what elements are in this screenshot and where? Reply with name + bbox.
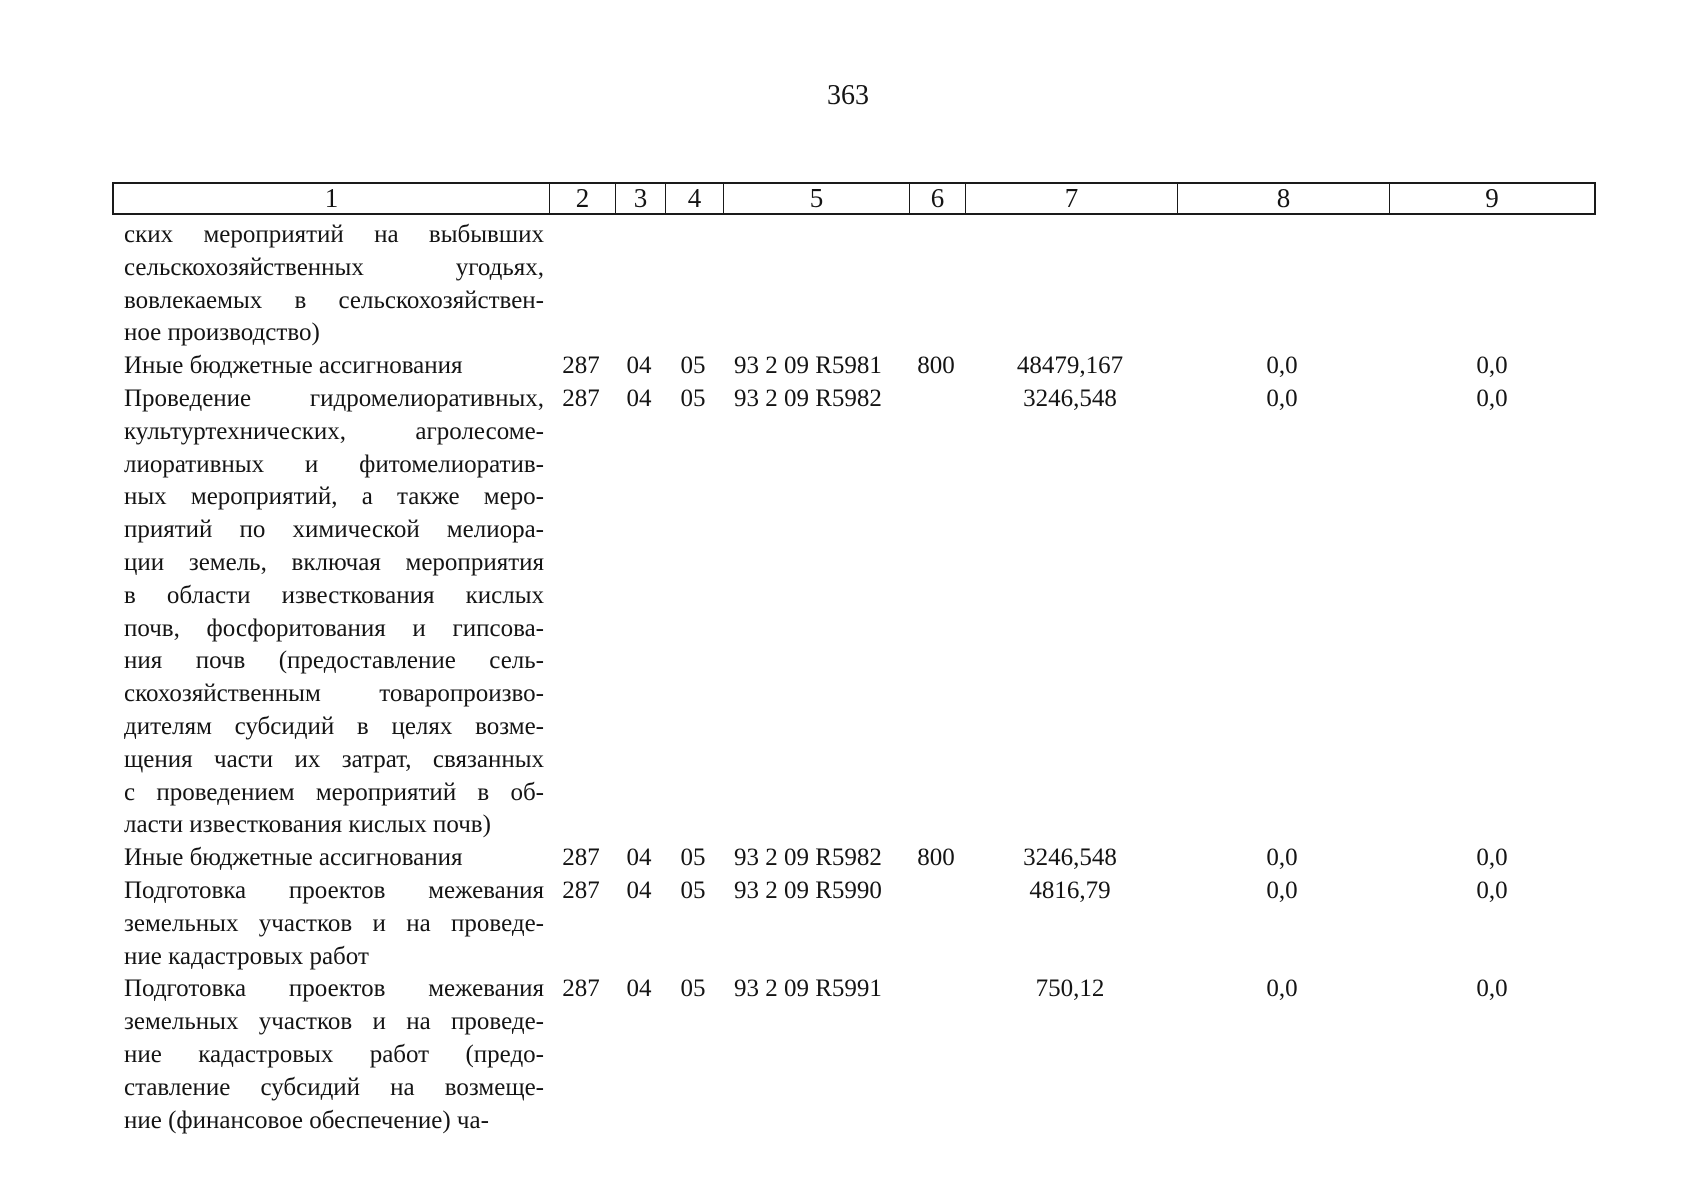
ministry-code: 287	[562, 975, 600, 1003]
header-col-4: 4	[666, 184, 724, 213]
description-line: приятий по химической мелиора-	[124, 516, 544, 544]
header-col-2: 2	[550, 184, 616, 213]
description-line: ние (финансовое обеспечение) ча-	[124, 1106, 489, 1134]
description-line: ное производство)	[124, 319, 320, 347]
table-row	[112, 973, 1596, 1137]
table-row	[112, 350, 1596, 383]
description-line: вовлекаемых в сельскохозяйствен-	[124, 286, 544, 314]
amount-col-9: 0,0	[1476, 384, 1508, 412]
subsection-code: 05	[680, 844, 706, 872]
amount-col-8: 0,0	[1266, 876, 1298, 904]
target-article-code: 93 2 09 R5990	[734, 876, 882, 904]
row-description	[112, 219, 548, 350]
row-description	[112, 842, 548, 875]
description-line: ласти известкования кислых почв)	[124, 811, 491, 839]
target-article-code: 93 2 09 R5991	[734, 975, 882, 1003]
header-col-5: 5	[724, 184, 910, 213]
header-col-1: 1	[114, 184, 550, 213]
table-row	[112, 875, 1596, 973]
description-line: ставление субсидий на возмеще-	[124, 1073, 544, 1101]
amount-col-7: 48479,167	[1016, 352, 1124, 380]
row-description	[112, 973, 548, 1137]
amount-col-8: 0,0	[1266, 844, 1298, 872]
description-line: дителям субсидий в целях возме-	[124, 712, 544, 740]
section-code: 04	[626, 384, 652, 412]
amount-col-9: 0,0	[1476, 975, 1508, 1003]
expense-type-code: 800	[917, 352, 955, 380]
row-description	[112, 875, 548, 973]
description-line: земельных участков и на проведе-	[124, 1008, 544, 1036]
description-line: ских мероприятий на выбывших	[124, 221, 544, 248]
description-line: ние кадастровых работ (предо-	[124, 1040, 544, 1068]
amount-col-8: 0,0	[1266, 975, 1298, 1003]
subsection-code: 05	[680, 384, 706, 412]
table-body	[112, 219, 1596, 1137]
description-line: почв, фосфоритования и гипсова-	[124, 614, 544, 642]
subsection-code: 05	[680, 975, 706, 1003]
amount-col-7: 4816,79	[1029, 876, 1111, 904]
expense-type-code: 800	[917, 844, 955, 872]
description-line: Иные бюджетные ассигнования	[124, 844, 463, 872]
description-line: в области известкования кислых	[124, 581, 544, 609]
table-header	[112, 182, 1596, 215]
amount-col-7: 750,12	[1035, 975, 1105, 1003]
section-code: 04	[626, 844, 652, 872]
header-col-9: 9	[1485, 183, 1499, 213]
amount-col-7: 3246,548	[1023, 844, 1117, 872]
ministry-code: 287	[562, 384, 600, 412]
subsection-code: 05	[680, 352, 706, 380]
header-col-6: 6	[910, 184, 966, 213]
section-code: 04	[626, 876, 652, 904]
description-line: Подготовка проектов межевания	[124, 975, 544, 1003]
description-line: ния почв (предоставление сель-	[124, 647, 544, 675]
description-line: Подготовка проектов межевания	[124, 876, 544, 904]
header-col-3: 3	[616, 184, 666, 213]
amount-col-9: 0,0	[1476, 876, 1508, 904]
description-line: сельскохозяйственных угодьях,	[124, 253, 544, 281]
amount-col-8: 0,0	[1266, 352, 1298, 380]
table-row	[112, 219, 1596, 350]
description-line: земельных участков и на проведе-	[124, 909, 544, 937]
row-description	[112, 383, 548, 842]
amount-col-8: 0,0	[1266, 384, 1298, 412]
description-line: Иные бюджетные ассигнования	[124, 352, 463, 380]
amount-col-9: 0,0	[1476, 844, 1508, 872]
description-line: скохозяйственным товаропроизво-	[124, 680, 544, 708]
table-row	[112, 383, 1596, 842]
amount-col-9: 0,0	[1476, 352, 1508, 380]
header-col-7: 7	[966, 184, 1178, 213]
table-row	[112, 842, 1596, 875]
target-article-code: 93 2 09 R5982	[734, 384, 882, 412]
section-code: 04	[626, 352, 652, 380]
description-line: с проведением мероприятий в об-	[124, 778, 544, 806]
target-article-code: 93 2 09 R5982	[734, 844, 882, 872]
description-line: ние кадастровых работ	[124, 942, 369, 970]
description-line: щения части их затрат, связанных	[124, 745, 544, 773]
description-line: ции земель, включая мероприятия	[124, 548, 544, 576]
description-line: Проведение гидромелиоративных,	[124, 384, 544, 412]
description-line: культуртехнических, агролесоме-	[124, 417, 544, 445]
subsection-code: 05	[680, 876, 706, 904]
ministry-code: 287	[562, 844, 600, 872]
page-number: 363	[827, 80, 869, 111]
section-code: 04	[626, 975, 652, 1003]
ministry-code: 287	[562, 876, 600, 904]
description-line: лиоративных и фитомелиоратив-	[124, 450, 544, 478]
description-line: ных мероприятий, а также меро-	[124, 483, 544, 511]
ministry-code: 287	[562, 352, 600, 380]
target-article-code: 93 2 09 R5981	[734, 352, 882, 380]
amount-col-7: 3246,548	[1023, 384, 1117, 412]
row-description	[112, 350, 548, 383]
header-col-8: 8	[1178, 184, 1390, 213]
